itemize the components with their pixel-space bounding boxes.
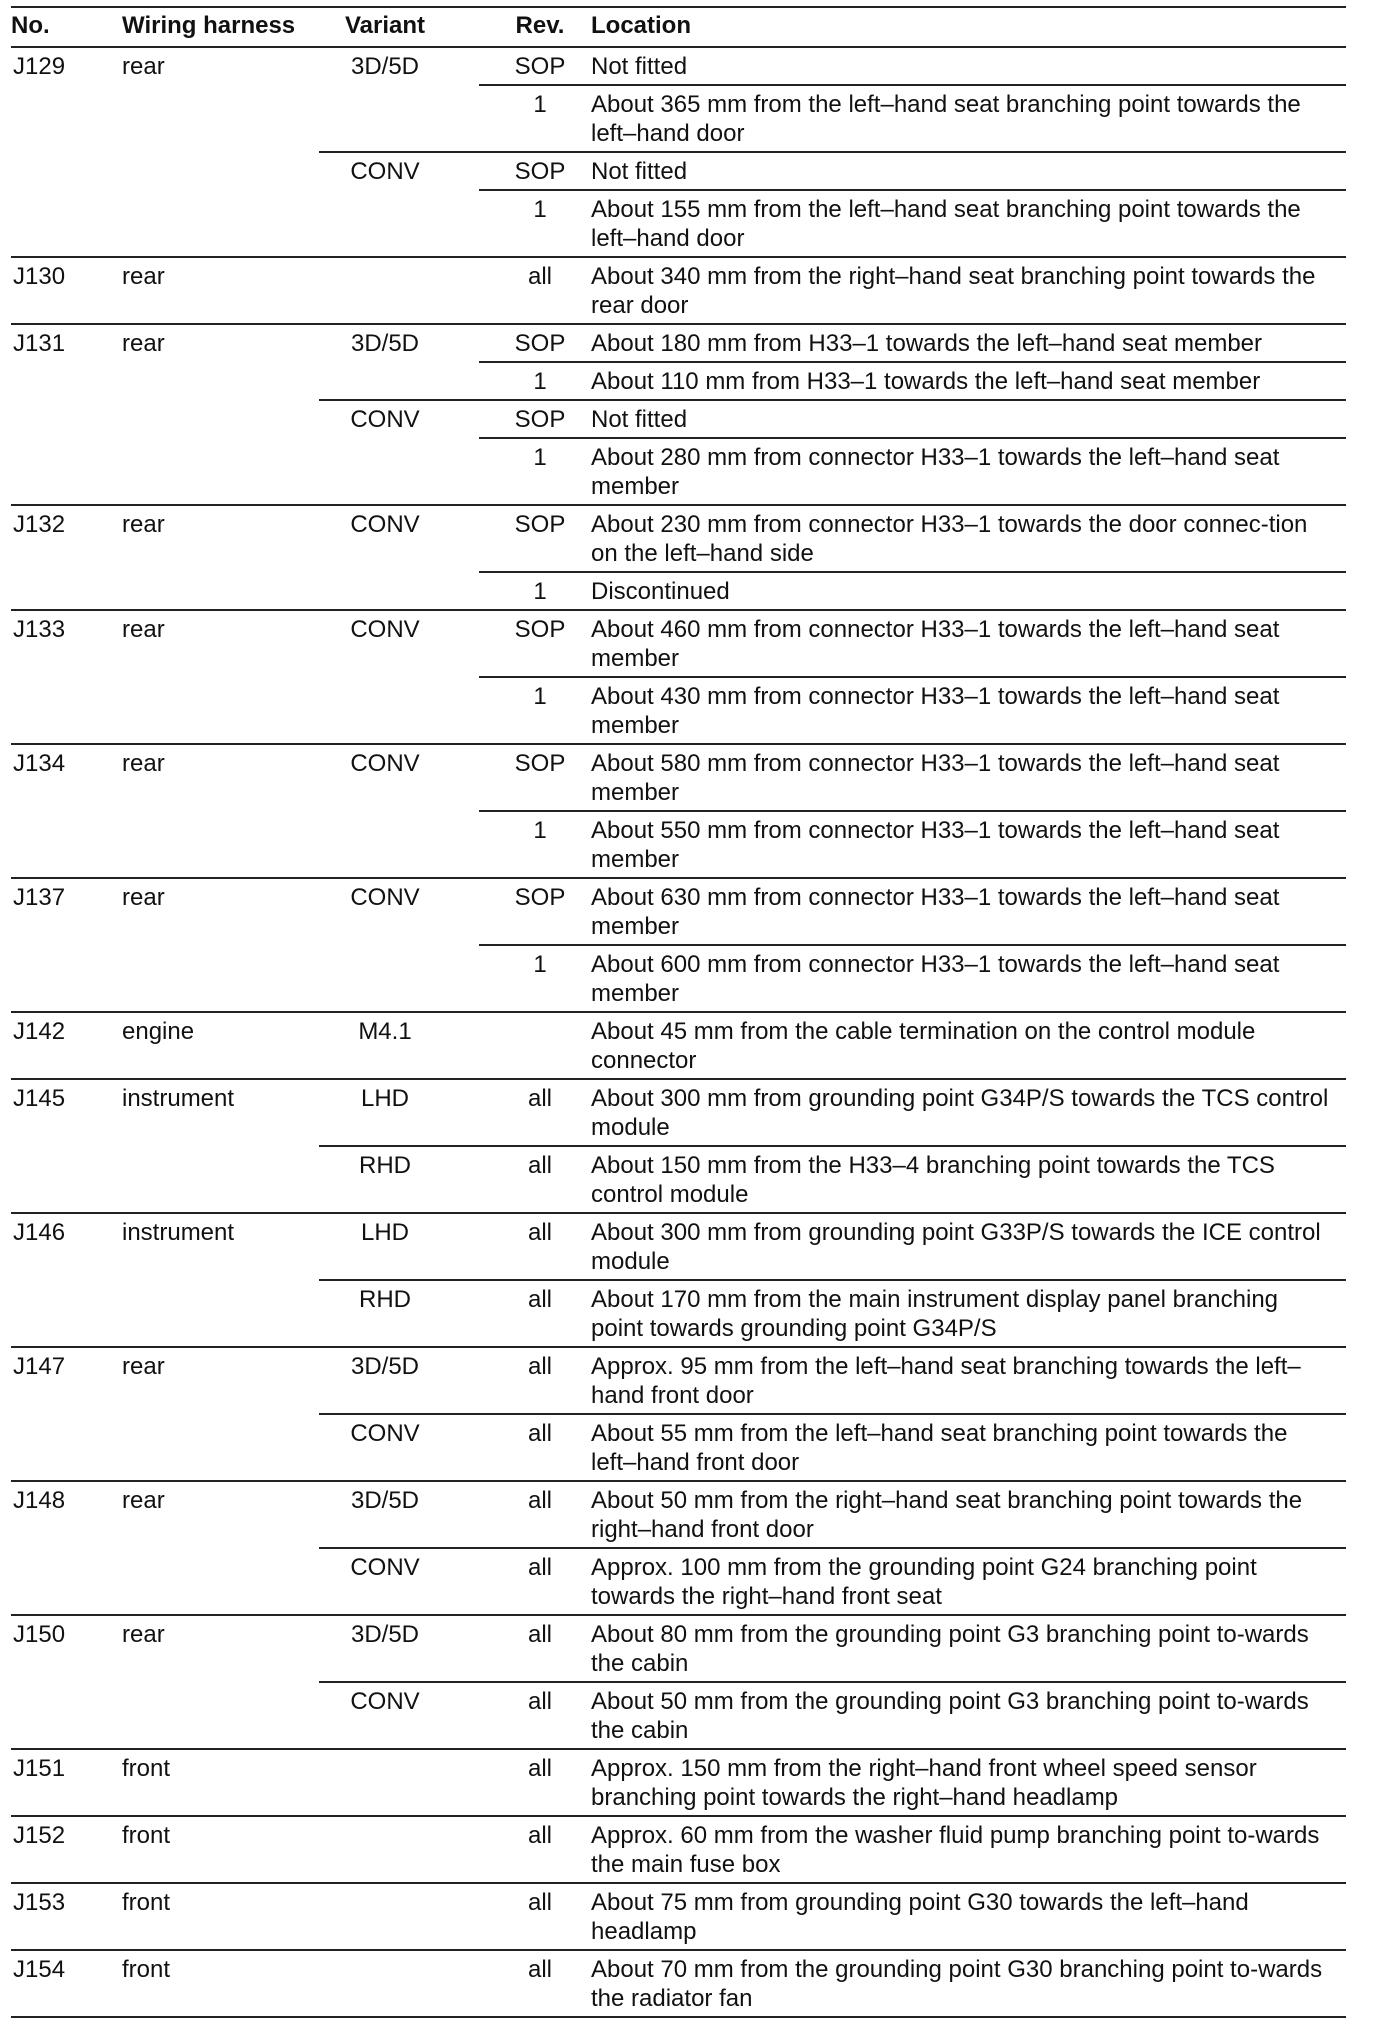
cell-rev: SOP: [479, 324, 581, 362]
cell-location: About 550 mm from connector H33–1 towards the left–hand seat member: [581, 811, 1346, 878]
cell-variant: [319, 190, 479, 257]
table-row: [11, 1146, 1346, 1213]
table-row: [11, 1883, 1346, 1950]
cell-no: J153: [11, 1883, 114, 1950]
table-row: [11, 505, 1346, 572]
cell-location: About 460 mm from connector H33–1 towards the left–hand seat member: [581, 610, 1346, 677]
cell-variant: 3D/5D: [319, 324, 479, 362]
cell-rev: all: [479, 1749, 581, 1816]
table-row: [11, 1079, 1346, 1146]
cell-location: About 280 mm from connector H33–1 towards the left–hand seat member: [581, 438, 1346, 505]
cell-no: [11, 811, 114, 878]
cell-harness: rear: [114, 47, 319, 85]
header-wiring-harness: Wiring harness: [114, 7, 319, 47]
table-row: [11, 572, 1346, 610]
cell-rev: 1: [479, 945, 581, 1012]
cell-harness: [114, 1548, 319, 1615]
table-row: [11, 1548, 1346, 1615]
cell-rev: all: [479, 1481, 581, 1548]
cell-variant: 3D/5D: [319, 1615, 479, 1682]
cell-variant: CONV: [319, 152, 479, 190]
cell-no: [11, 1146, 114, 1213]
cell-harness: front: [114, 1816, 319, 1883]
cell-no: J152: [11, 1816, 114, 1883]
cell-variant: [319, 811, 479, 878]
header-variant: Variant: [319, 7, 479, 47]
cell-variant: [319, 1883, 479, 1950]
cell-location: About 630 mm from connector H33–1 towards the left–hand seat member: [581, 878, 1346, 945]
cell-variant: CONV: [319, 744, 479, 811]
cell-location: About 80 mm from the grounding point G3 branching point to-wards the cabin: [581, 1615, 1346, 1682]
cell-no: J133: [11, 610, 114, 677]
cell-location: Approx. 60 mm from the washer fluid pump branching point to-wards the main fuse box: [581, 1816, 1346, 1883]
cell-location: About 300 mm from grounding point G34P/S towards the TCS control module: [581, 1079, 1346, 1146]
table-row: [11, 610, 1346, 677]
cell-variant: M4.1: [319, 1012, 479, 1079]
cell-rev: all: [479, 1883, 581, 1950]
cell-rev: all: [479, 1347, 581, 1414]
table-row: [11, 811, 1346, 878]
cell-no: J148: [11, 1481, 114, 1548]
cell-rev: 1: [479, 362, 581, 400]
table-row: [11, 1414, 1346, 1481]
table-row: [11, 1682, 1346, 1749]
cell-no: [11, 1280, 114, 1347]
cell-no: J137: [11, 878, 114, 945]
cell-rev: SOP: [479, 47, 581, 85]
cell-no: [11, 438, 114, 505]
cell-location: About 50 mm from the right–hand seat branching point towards the right–hand front door: [581, 1481, 1346, 1548]
cell-location: About 170 mm from the main instrument display panel branching point towards grounding point G34P/S: [581, 1280, 1346, 1347]
cell-no: [11, 152, 114, 190]
cell-rev: all: [479, 1548, 581, 1615]
cell-location: Discontinued: [581, 572, 1346, 610]
cell-no: [11, 677, 114, 744]
table-row: [11, 362, 1346, 400]
cell-no: [11, 1414, 114, 1481]
cell-harness: rear: [114, 744, 319, 811]
cell-harness: [114, 85, 319, 152]
cell-location: About 340 mm from the right–hand seat branching point towards the rear door: [581, 257, 1346, 324]
cell-variant: [319, 572, 479, 610]
cell-rev: [479, 1012, 581, 1079]
table-row: [11, 1280, 1346, 1347]
cell-harness: front: [114, 1749, 319, 1816]
cell-rev: 1: [479, 572, 581, 610]
cell-variant: LHD: [319, 1213, 479, 1280]
table-row: [11, 677, 1346, 744]
cell-no: J151: [11, 1749, 114, 1816]
cell-no: [11, 1682, 114, 1749]
cell-location: About 110 mm from H33–1 towards the left–hand seat member: [581, 362, 1346, 400]
cell-location: Approx. 95 mm from the left–hand seat branching towards the left–hand front door: [581, 1347, 1346, 1414]
cell-harness: [114, 438, 319, 505]
cell-location: About 180 mm from H33–1 towards the left–hand seat member: [581, 324, 1346, 362]
cell-variant: RHD: [319, 1146, 479, 1213]
table-row: [11, 945, 1346, 1012]
cell-harness: [114, 677, 319, 744]
cell-location: About 70 mm from the grounding point G30 branching point to-wards the radiator fan: [581, 1950, 1346, 2017]
junction-location-table: [11, 6, 1346, 2018]
cell-harness: rear: [114, 1615, 319, 1682]
table-row: [11, 47, 1346, 85]
cell-no: [11, 1548, 114, 1615]
cell-harness: rear: [114, 505, 319, 572]
cell-location: About 365 mm from the left–hand seat branching point towards the left–hand door: [581, 85, 1346, 152]
cell-no: [11, 400, 114, 438]
cell-rev: all: [479, 1615, 581, 1682]
table-row: [11, 1213, 1346, 1280]
cell-location: Not fitted: [581, 47, 1346, 85]
cell-variant: CONV: [319, 505, 479, 572]
cell-location: Not fitted: [581, 400, 1346, 438]
cell-variant: [319, 362, 479, 400]
table-row: [11, 1481, 1346, 1548]
cell-rev: all: [479, 1414, 581, 1481]
table-row: [11, 400, 1346, 438]
cell-harness: engine: [114, 1012, 319, 1079]
cell-harness: front: [114, 1950, 319, 2017]
table-row: [11, 85, 1346, 152]
cell-variant: [319, 1749, 479, 1816]
cell-no: [11, 362, 114, 400]
cell-location: About 580 mm from connector H33–1 towards the left–hand seat member: [581, 744, 1346, 811]
table-row: [11, 744, 1346, 811]
cell-rev: all: [479, 1816, 581, 1883]
header-location: Location: [581, 7, 1346, 47]
table-row: [11, 190, 1346, 257]
table-row: [11, 1012, 1346, 1079]
cell-rev: all: [479, 1682, 581, 1749]
cell-harness: [114, 1280, 319, 1347]
cell-no: J131: [11, 324, 114, 362]
cell-harness: [114, 400, 319, 438]
cell-location: Approx. 100 mm from the grounding point G24 branching point towards the right–hand front seat: [581, 1548, 1346, 1615]
cell-harness: front: [114, 1883, 319, 1950]
table-row: [11, 152, 1346, 190]
cell-rev: SOP: [479, 878, 581, 945]
cell-rev: SOP: [479, 744, 581, 811]
cell-no: J129: [11, 47, 114, 85]
cell-harness: [114, 1682, 319, 1749]
cell-location: About 430 mm from connector H33–1 towards the left–hand seat member: [581, 677, 1346, 744]
cell-variant: [319, 1950, 479, 2017]
table-row: [11, 878, 1346, 945]
cell-rev: SOP: [479, 505, 581, 572]
cell-variant: 3D/5D: [319, 47, 479, 85]
cell-harness: [114, 152, 319, 190]
cell-location: About 600 mm from connector H33–1 towards the left–hand seat member: [581, 945, 1346, 1012]
cell-rev: all: [479, 1950, 581, 2017]
cell-no: J150: [11, 1615, 114, 1682]
cell-variant: CONV: [319, 400, 479, 438]
cell-harness: [114, 811, 319, 878]
cell-location: About 75 mm from grounding point G30 towards the left–hand headlamp: [581, 1883, 1346, 1950]
cell-rev: all: [479, 257, 581, 324]
header-rev: Rev.: [479, 7, 581, 47]
cell-rev: all: [479, 1146, 581, 1213]
cell-location: About 300 mm from grounding point G33P/S towards the ICE control module: [581, 1213, 1346, 1280]
cell-rev: 1: [479, 677, 581, 744]
cell-no: J147: [11, 1347, 114, 1414]
cell-variant: [319, 1816, 479, 1883]
table-row: [11, 324, 1346, 362]
cell-harness: instrument: [114, 1213, 319, 1280]
wiring-location-document: [11, 6, 1346, 2018]
cell-rev: 1: [479, 438, 581, 505]
cell-location: Approx. 150 mm from the right–hand front wheel speed sensor branching point towards the right–hand headlamp: [581, 1749, 1346, 1816]
cell-rev: 1: [479, 190, 581, 257]
cell-rev: 1: [479, 811, 581, 878]
cell-rev: all: [479, 1079, 581, 1146]
cell-harness: rear: [114, 324, 319, 362]
cell-variant: CONV: [319, 1548, 479, 1615]
cell-variant: RHD: [319, 1280, 479, 1347]
cell-no: J132: [11, 505, 114, 572]
cell-rev: all: [479, 1213, 581, 1280]
cell-no: [11, 190, 114, 257]
cell-no: J142: [11, 1012, 114, 1079]
cell-no: [11, 572, 114, 610]
cell-harness: [114, 945, 319, 1012]
cell-variant: CONV: [319, 1682, 479, 1749]
cell-no: J134: [11, 744, 114, 811]
table-row: [11, 257, 1346, 324]
cell-rev: all: [479, 1280, 581, 1347]
cell-location: About 230 mm from connector H33–1 towards the door connec-tion on the left–hand side: [581, 505, 1346, 572]
cell-variant: CONV: [319, 610, 479, 677]
cell-variant: CONV: [319, 1414, 479, 1481]
cell-no: [11, 85, 114, 152]
table-row: [11, 438, 1346, 505]
cell-variant: [319, 945, 479, 1012]
cell-no: [11, 945, 114, 1012]
cell-harness: rear: [114, 257, 319, 324]
table-row: [11, 1816, 1346, 1883]
cell-variant: [319, 677, 479, 744]
cell-location: About 150 mm from the H33–4 branching point towards the TCS control module: [581, 1146, 1346, 1213]
cell-variant: CONV: [319, 878, 479, 945]
cell-no: J145: [11, 1079, 114, 1146]
cell-harness: [114, 1146, 319, 1213]
cell-location: About 155 mm from the left–hand seat branching point towards the left–hand door: [581, 190, 1346, 257]
cell-variant: [319, 257, 479, 324]
table-row: [11, 1749, 1346, 1816]
cell-no: J146: [11, 1213, 114, 1280]
cell-variant: 3D/5D: [319, 1347, 479, 1414]
table-row: [11, 1950, 1346, 2017]
cell-harness: [114, 362, 319, 400]
cell-harness: instrument: [114, 1079, 319, 1146]
cell-variant: LHD: [319, 1079, 479, 1146]
cell-location: About 45 mm from the cable termination on the control module connector: [581, 1012, 1346, 1079]
cell-rev: SOP: [479, 152, 581, 190]
cell-variant: 3D/5D: [319, 1481, 479, 1548]
cell-variant: [319, 85, 479, 152]
cell-rev: SOP: [479, 610, 581, 677]
cell-harness: rear: [114, 610, 319, 677]
cell-rev: SOP: [479, 400, 581, 438]
cell-harness: [114, 190, 319, 257]
table-header-row: [11, 7, 1346, 47]
cell-harness: rear: [114, 878, 319, 945]
cell-harness: [114, 572, 319, 610]
table-row: [11, 1615, 1346, 1682]
table-row: [11, 1347, 1346, 1414]
cell-rev: 1: [479, 85, 581, 152]
cell-no: J154: [11, 1950, 114, 2017]
cell-location: About 50 mm from the grounding point G3 branching point to-wards the cabin: [581, 1682, 1346, 1749]
cell-harness: rear: [114, 1347, 319, 1414]
cell-harness: [114, 1414, 319, 1481]
cell-harness: rear: [114, 1481, 319, 1548]
cell-location: Not fitted: [581, 152, 1346, 190]
cell-no: J130: [11, 257, 114, 324]
cell-variant: [319, 438, 479, 505]
header-no: No.: [11, 7, 114, 47]
cell-location: About 55 mm from the left–hand seat branching point towards the left–hand front door: [581, 1414, 1346, 1481]
